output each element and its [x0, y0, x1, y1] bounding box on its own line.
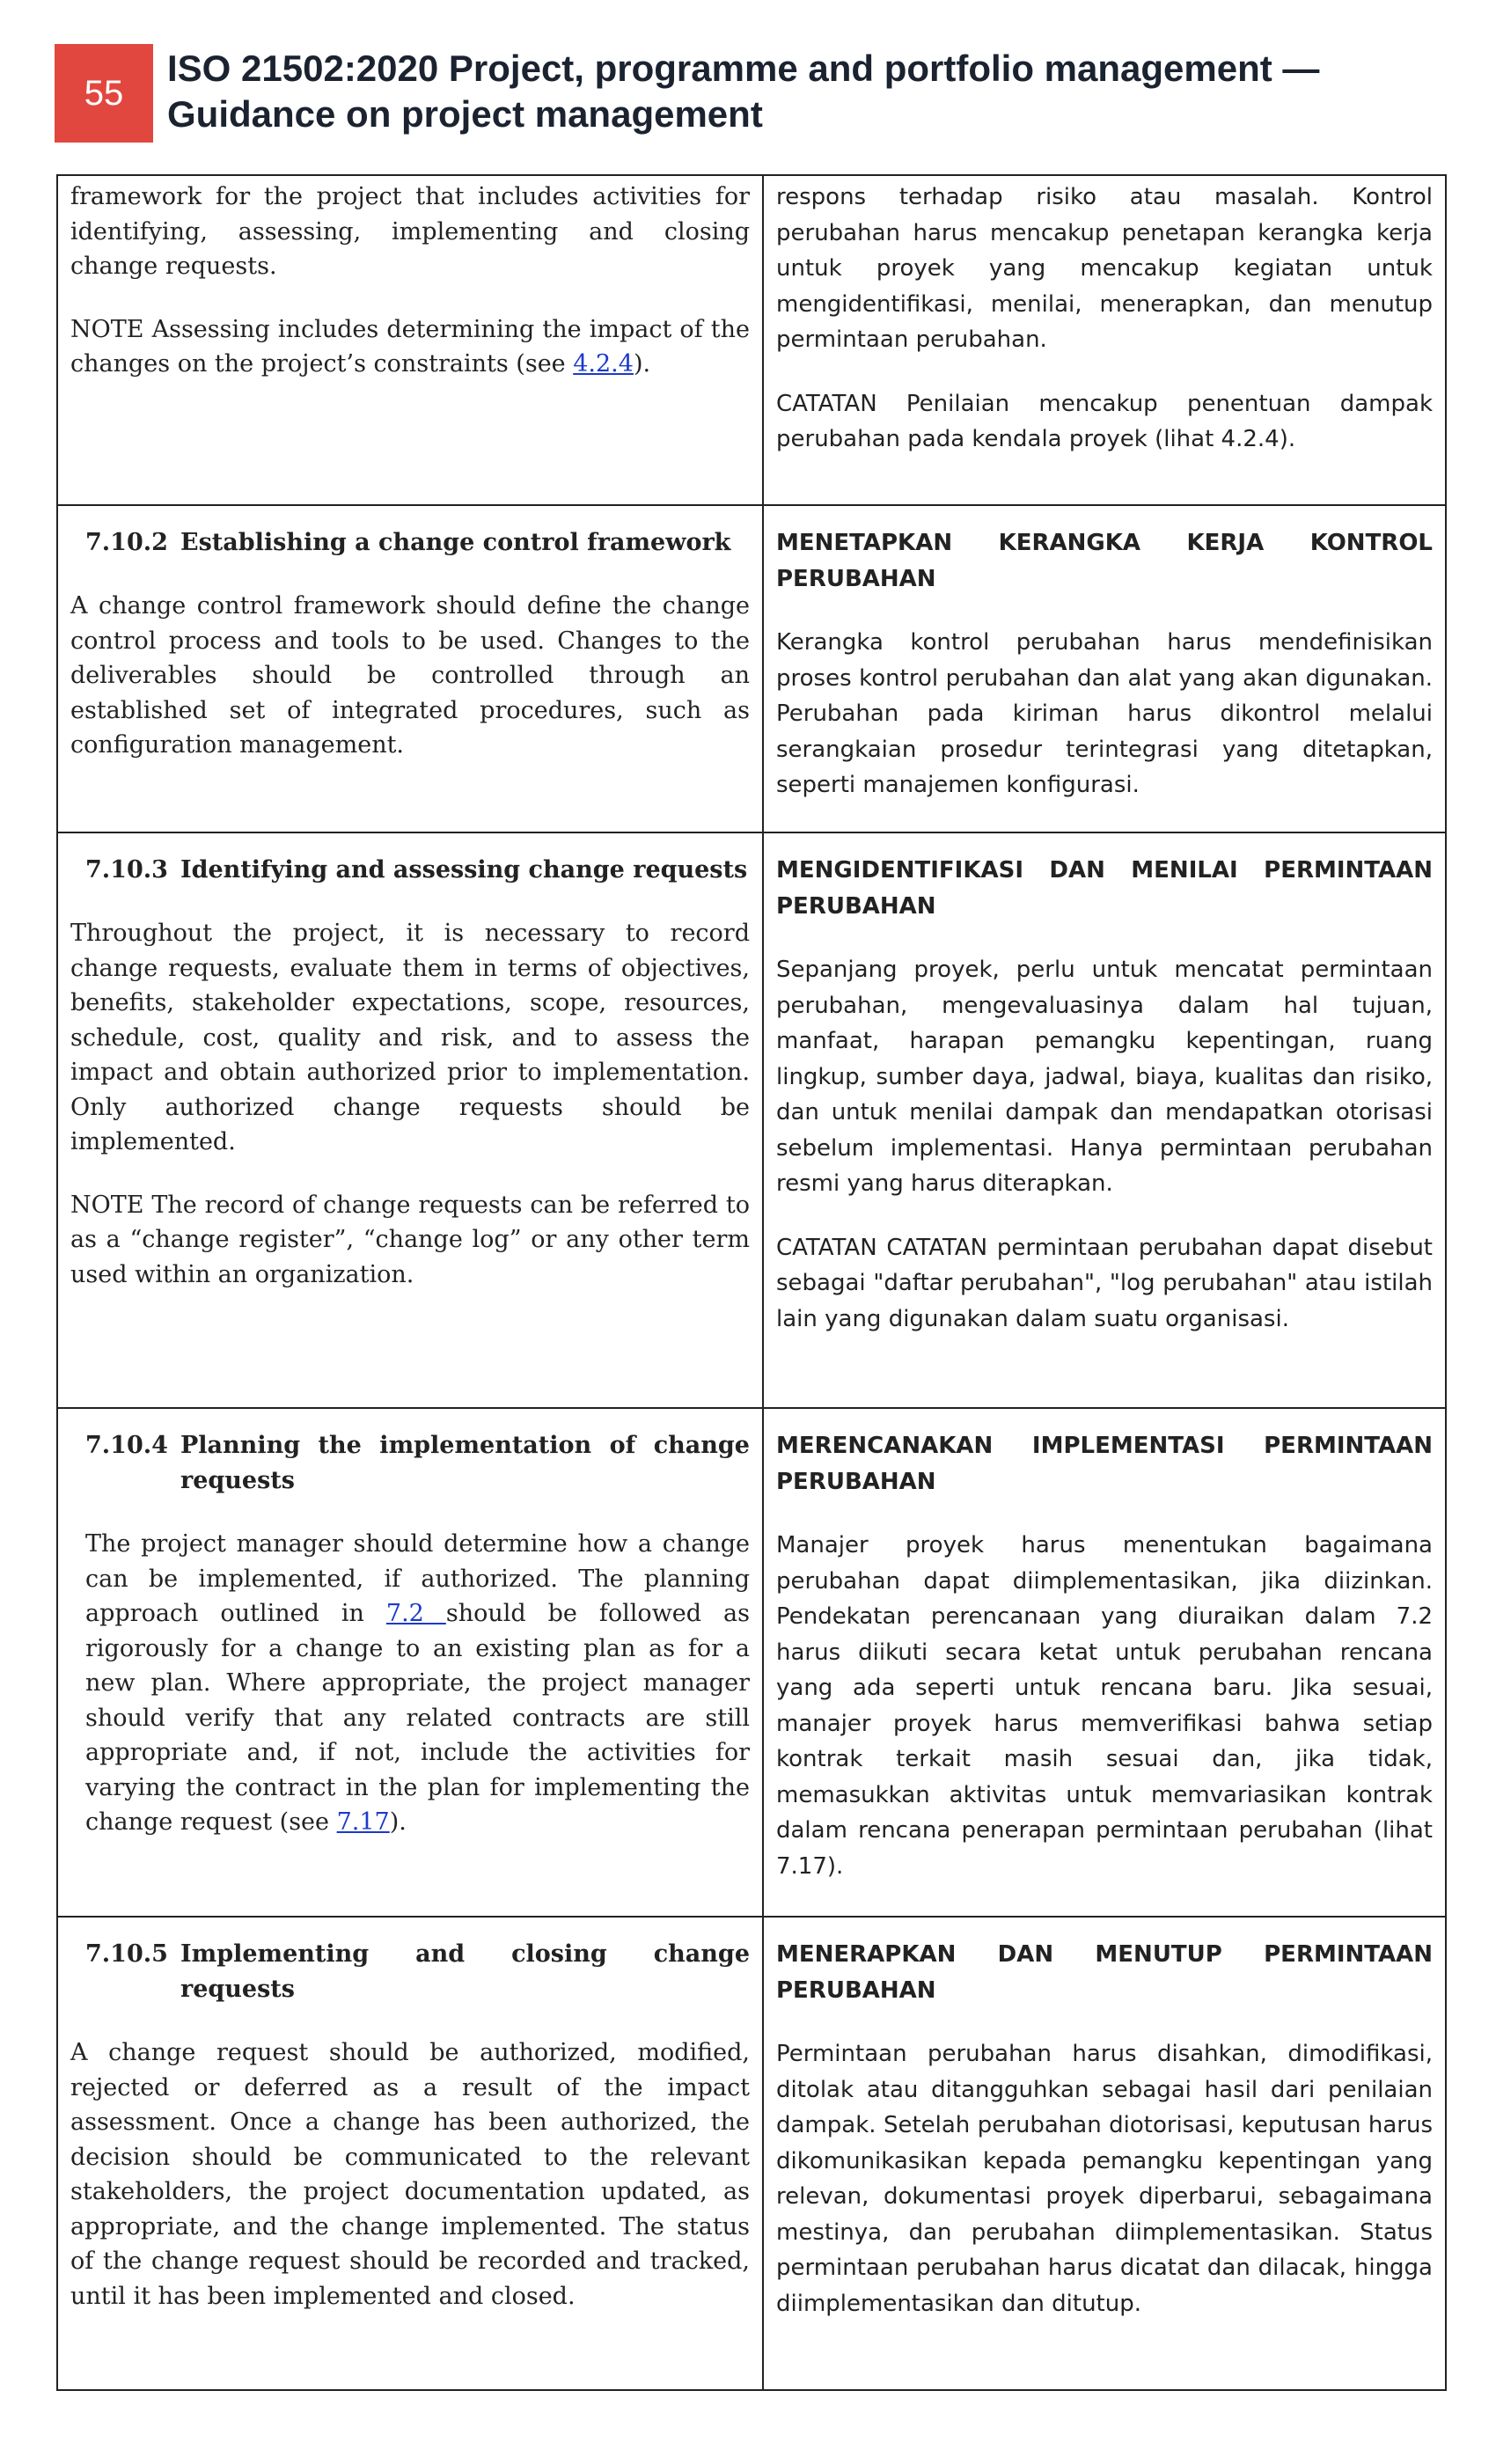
english-cell	[57, 1917, 763, 2390]
paragraph-text: The project manager should determine how a change can be implemented, if authorized. The planning approach outlined in	[85, 1530, 750, 1627]
indonesian-cell	[763, 832, 1446, 1408]
indonesian-heading: MENETAPKAN KERANGKA KERJA KONTROL PERUBAHAN	[776, 530, 1433, 592]
note-text: NOTE Assessing includes determining the impact of the changes on the project’s constraints (see	[70, 315, 750, 378]
paragraph-text: should be followed as rigorously for a change to an existing plan as for a new plan. Where appropriate, the project manager should verify that any related contracts are still appropriate and, if not, include the activities for varying the contract in the plan for implementing the change request (see	[85, 1600, 751, 1836]
indonesian-cell	[763, 1917, 1446, 2390]
indonesian-paragraph: Sepanjang proyek, perlu untuk mencatat permintaan perubahan, mengevaluasinya dalam hal tujuan, manfaat, harapan pemangku kepentingan, ruang lingkup, sumber daya, jadwal, biaya, kualitas dan risiko, dan untuk menilai dampak dan mendapatkan otorisasi sebelum implementasi. Hanya permintaan perubahan resmi yang harus diterapkan.	[776, 957, 1433, 1197]
page-title	[167, 46, 1461, 137]
bilingual-table	[56, 174, 1447, 2391]
table-row	[57, 505, 1446, 832]
section-title: Implementing and closing change requests	[180, 1940, 750, 2003]
english-paragraph	[70, 1527, 750, 1840]
section-number: 7.10.4	[85, 1432, 168, 1459]
english-cell	[57, 505, 763, 832]
page-number: 55	[84, 73, 124, 113]
indonesian-paragraph: Manajer proyek harus menentukan bagaimana perubahan dapat diimplementasikan, jika diizinkan. Pendekatan perencanaan yang diuraikan dalam 7.2 harus diikuti secara ketat untuk perubahan rencana yang ada seperti untuk rencana baru. Jika sesuai, manajer proyek harus memverifikasi bahwa setiap kontrak terkait masih sesuai dan, jika tidak, memasukkan aktivitas untuk memvariasikan kontrak dalam rencana penerapan permintaan perubahan (lihat 7.17).	[776, 1532, 1433, 1880]
indonesian-heading: MERENCANAKAN IMPLEMENTASI PERMINTAAN PERUBAHAN	[776, 1433, 1433, 1495]
paragraph-text-end: ).	[389, 1808, 407, 1836]
table-row	[57, 1408, 1446, 1917]
table-row	[57, 832, 1446, 1408]
indonesian-cell	[763, 1408, 1446, 1917]
reference-link-7-2[interactable]: 7.2	[385, 1600, 446, 1627]
indonesian-cell	[763, 175, 1446, 505]
reference-link-4-2-4[interactable]: 4.2.4	[573, 350, 634, 378]
indonesian-paragraph: Kerangka kontrol perubahan harus mendefinisikan proses kontrol perubahan dan alat yang akan digunakan. Perubahan pada kiriman harus dikontrol melalui serangkaian prosedur terintegrasi yang ditetapkan, seperti manajemen konfigurasi.	[776, 629, 1433, 798]
indonesian-paragraph: Permintaan perubahan harus disahkan, dimodifikasi, ditolak atau ditangguhkan sebagai hasil dari penilaian dampak. Setelah perubahan diotorisasi, keputusan harus dikomunikasikan kepada pemangku kepentingan yang relevan, dokumentasi proyek diperbarui, sebagaimana mestinya, dan perubahan diimplementasikan. Status permintaan perubahan harus dicatat dan dilacak, hingga diimplementasikan dan ditutup.	[776, 2041, 1433, 2317]
page-number-badge	[55, 44, 153, 143]
section-heading	[70, 1428, 750, 1499]
section-title: Planning the implementation of change requests	[180, 1432, 750, 1494]
english-cell	[57, 175, 763, 505]
indonesian-heading: MENERAPKAN DAN MENUTUP PERMINTAAN PERUBAHAN	[776, 1941, 1433, 2004]
english-paragraph: A change request should be authorized, modified, rejected or deferred as a result of the impact assessment. Once a change has been authorized, the decision should be communicated to the relevant stakeholders, the project documentation updated, as appropriate, and the change implemented. The status of the change request should be recorded and tracked, until it has been implemented and closed.	[70, 2039, 750, 2310]
section-number: 7.10.5	[85, 1940, 168, 1968]
english-paragraph: Throughout the project, it is necessary to record change requests, evaluate them in terms of objectives, benefits, stakeholder expectations, scope, resources, schedule, cost, quality and risk, and to assess the impact and obtain authorized prior to implementation. Only authorized change requests should be implemented.	[70, 920, 750, 1155]
note-text-end: ).	[633, 350, 651, 378]
english-note: NOTE The record of change requests can be referred to as a “change register”, “change log” or any other term used within an organization.	[70, 1191, 750, 1288]
reference-link-7-17[interactable]: 7.17	[336, 1808, 390, 1836]
section-title: Establishing a change control framework	[180, 529, 731, 556]
section-heading	[70, 1937, 750, 2007]
indonesian-heading: MENGIDENTIFIKASI DAN MENILAI PERMINTAAN PERUBAHAN	[776, 857, 1433, 920]
indonesian-note: CATATAN Penilaian mencakup penentuan dampak perubahan pada kendala proyek (lihat 4.2.4).	[776, 390, 1433, 452]
section-number: 7.10.2	[85, 529, 168, 556]
section-heading	[70, 853, 750, 888]
page-title-line-1: ISO 21502:2020 Project, programme and portfolio management —	[167, 48, 1320, 89]
indonesian-cell	[763, 505, 1446, 832]
section-title: Identifying and assessing change requests	[180, 856, 748, 884]
english-paragraph: framework for the project that includes activities for identifying, assessing, implementing and closing change requests.	[70, 183, 750, 280]
table-row	[57, 1917, 1446, 2390]
english-note	[70, 312, 750, 382]
english-cell	[57, 1408, 763, 1917]
table-row	[57, 175, 1446, 505]
english-cell	[57, 832, 763, 1408]
page-title-line-2: Guidance on project management	[167, 93, 763, 135]
indonesian-paragraph: respons terhadap risiko atau masalah. Kontrol perubahan harus mencakup penetapan kerangka kerja untuk proyek yang mencakup kegiatan untuk mengidentifikasi, menilai, menerapkan, dan menutup permintaan perubahan.	[776, 184, 1433, 353]
indonesian-note: CATATAN CATATAN permintaan perubahan dapat disebut sebagai "daftar perubahan", "log perubahan" atau istilah lain yang digunakan dalam suatu organisasi.	[776, 1234, 1433, 1332]
section-heading	[70, 525, 750, 561]
english-paragraph: A change control framework should define the change control process and tools to be used. Changes to the deliverables should be controlled through an established set of integrated procedures, such as configuration management.	[70, 592, 750, 759]
section-number: 7.10.3	[85, 856, 168, 884]
